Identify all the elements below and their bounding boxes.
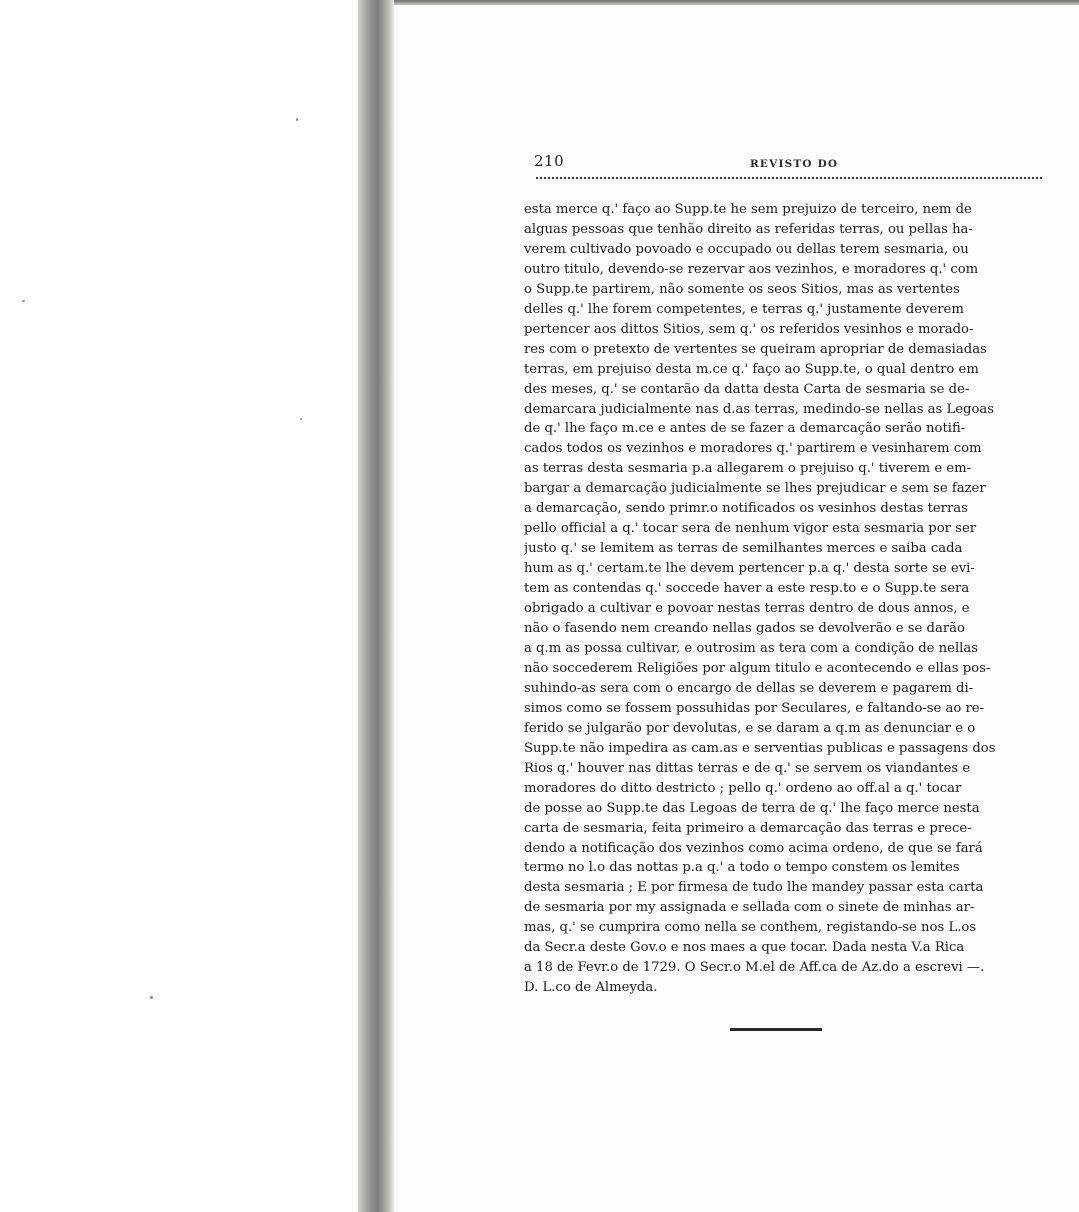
- text-line: carta de sesmaria, feita primeiro a demarcação das terras e prece-: [524, 820, 972, 836]
- text-line: terras, em prejuiso desta m.ce q.' faço ao Supp.te, o qual dentro em: [524, 361, 979, 377]
- page-top-edge: [394, 0, 1079, 5]
- text-line: res com o pretexto de vertentes se queiram apropriar de demasiadas: [524, 341, 987, 357]
- header-rule: [536, 177, 1042, 179]
- text-line: pertencer aos dittos Sitios, sem q.' os referidos vesinhos e morado-: [524, 321, 974, 337]
- text-line: alguas pessoas que tenhão direito as referidas terras, ou pellas ha-: [524, 221, 973, 237]
- text-line: a demarcação, sendo primr.o notificados os vesinhos destas terras: [524, 501, 968, 517]
- text-line: de sesmaria por my assignada e sellada com o sinete de minhas ar-: [524, 900, 975, 916]
- text-line: D. L.co de Almeyda.: [524, 980, 658, 996]
- scan-speck: [150, 996, 153, 999]
- page-header: [524, 150, 1042, 180]
- text-line: da Secr.a deste Gov.o e nos maes a que tocar. Dada nesta V.a Rica: [524, 940, 965, 956]
- text-line: bargar a demarcação judicialmente se lhes prejudicar e sem se fazer: [524, 481, 986, 497]
- text-line: ferido se julgarão por devolutas, e se daram a q.m as denunciar e o: [524, 720, 976, 736]
- text-line: delles q.' lhe forem competentes, e terras q.' justamente deverem: [524, 301, 964, 317]
- text-line: não soccederem Religiões por algum titulo e acontecendo e ellas pos-: [524, 660, 991, 676]
- scan-speck: [22, 300, 25, 302]
- text-line: a 18 de Fevr.o de 1729. O Secr.o M.el de Aff.ca de Az.do a escrevi —.: [524, 960, 985, 976]
- text-line: de q.' lhe faço m.ce e antes de se fazer a demarcação serão notifi-: [524, 421, 966, 437]
- text-line: verem cultivado povoado e occupado ou dellas terem sesmaria, ou: [524, 241, 969, 257]
- text-line: suhindo-as sera com o encargo de dellas se deverem e pagarem di-: [524, 680, 974, 696]
- text-line: des meses, q.' se contarão da datta desta Carta de sesmaria se de-: [524, 381, 970, 397]
- text-line: obrigado a cultivar e povoar nestas terras dentro de dous annos, e: [524, 601, 970, 617]
- text-line: mas, q.' se cumprira como nella se conthem, registando-se nos L.os: [524, 920, 977, 936]
- book-gutter: [358, 0, 394, 1212]
- text-line: tem as contendas q.' soccede haver a este resp.to e o Supp.te sera: [524, 581, 970, 597]
- text-line: não o fasendo nem creando nellas gados se devolverão e se darão: [524, 621, 965, 637]
- body-text: [524, 200, 1036, 998]
- text-line: as terras desta sesmaria p.a allegarem o prejuiso q.' tiverem e em-: [524, 461, 972, 477]
- text-line: justo q.' se lemitem as terras de semilhantes merces e saiba cada: [524, 541, 963, 557]
- running-head: REVISTO DO: [750, 158, 839, 170]
- left-margin: [0, 0, 360, 1212]
- text-line: pello official a q.' tocar sera de nenhum vigor esta sesmaria por ser: [524, 521, 977, 537]
- text-line: outro titulo, devendo-se rezervar aos vezinhos, e moradores q.' com: [524, 261, 979, 277]
- text-line: demarcara judicialmente nas d.as terras, medindo-se nellas as Legoas: [524, 401, 995, 417]
- text-line: termo no l.o das nottas p.a q.' a todo o tempo constem os lemites: [524, 860, 960, 876]
- text-line: esta merce q.' faço ao Supp.te he sem prejuizo de terceiro, nem de: [524, 202, 972, 217]
- text-line: Supp.te não impedira as cam.as e serventias publicas e passagens dos: [524, 740, 996, 756]
- text-line: o Supp.te partirem, não somente os seos Sitios, mas as vertentes: [524, 281, 960, 297]
- text-line: moradores do ditto destricto ; pello q.' ordeno ao off.al a q.' tocar: [524, 780, 962, 796]
- text-line: desta sesmaria ; E por firmesa de tudo lhe mandey passar esta carta: [524, 880, 984, 896]
- text-line: Rios q.' houver nas dittas terras e de q.' se servem os viandantes e: [524, 760, 971, 776]
- text-line: cados todos os vezinhos e moradores q.' partirem e vesinharem com: [524, 441, 982, 457]
- scan-speck: [300, 418, 302, 420]
- end-rule: [730, 1028, 822, 1031]
- text-line: hum as q.' certam.te lhe devem pertencer p.a q.' desta sorte se evi-: [524, 561, 975, 577]
- text-line: simos como se fossem possuhidas por Seculares, e faltando-se ao re-: [524, 700, 985, 716]
- text-line: de posse ao Supp.te das Legoas de terra de q.' lhe faço merce nesta: [524, 800, 980, 816]
- page-number: 210: [534, 152, 565, 170]
- text-line: dendo a notificação dos vezinhos como acima ordeno, de que se fará: [524, 840, 983, 856]
- scan-speck: [296, 118, 298, 121]
- text-line: a q.m as possa cultivar, e outrosim as tera com a condição de nellas: [524, 640, 979, 656]
